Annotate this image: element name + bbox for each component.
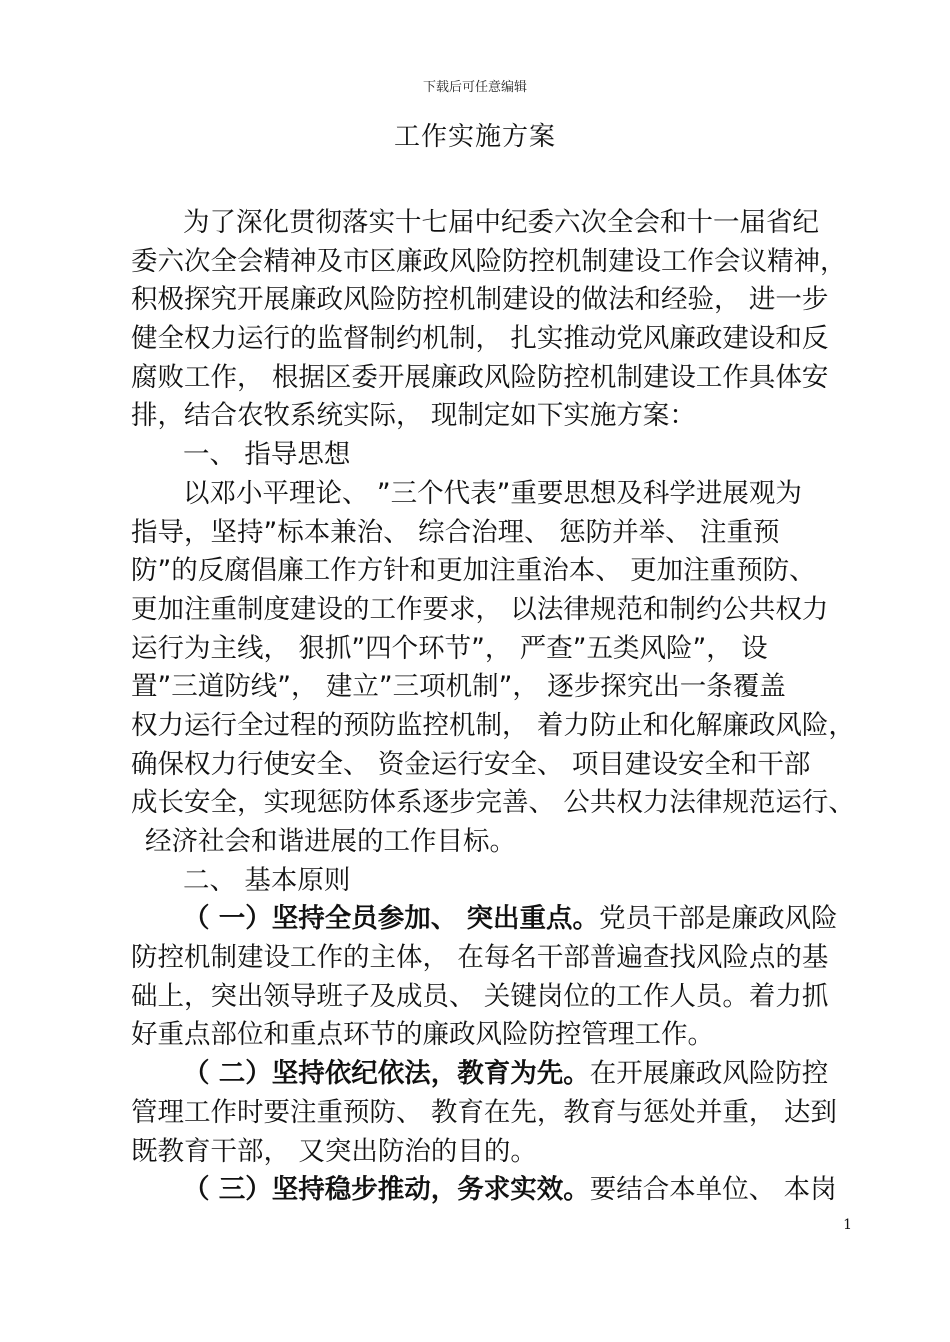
principle-title: （ 三）坚持稳步推动，务求实效。 xyxy=(183,1174,590,1206)
section-heading: 一、 指导思想 xyxy=(183,439,351,471)
paragraph-line: 好重点部位和重点环节的廉政风险防控管理工作。 xyxy=(131,1019,714,1051)
header-note: 下载后可任意编辑 xyxy=(422,80,527,95)
paragraph-line: 运行为主线， 狠抓”四个环节”， 严查”五类风险”， 设 xyxy=(131,632,768,664)
paragraph-line: 指导，坚持”标本兼治、 综合治理、 惩防并举、 注重预 xyxy=(131,516,780,548)
principle-line xyxy=(131,900,851,939)
principle-text: 党员干部是廉政风险 xyxy=(598,903,838,935)
paragraph-line: 更加注重制度建设的工作要求， 以法律规范和制约公共权力 xyxy=(131,593,829,625)
paragraph-line: 经济社会和谐进展的工作目标。 xyxy=(145,826,516,857)
paragraph-line: 成长安全，实现惩防体系逐步完善、 公共权力法律规范运行、 xyxy=(131,787,855,819)
paragraph-line: 积极探究开展廉政风险防控机制建设的做法和经验， 进一步 xyxy=(131,284,829,316)
paragraph-line: 防”的反腐倡廉工作方针和更加注重治本、 更加注重预防、 xyxy=(131,555,816,587)
paragraph-line: 健全权力运行的监督制约机制， 扎实推动党风廉政建设和反 xyxy=(131,323,829,355)
principle-title: （ 二）坚持依纪依法，教育为先。 xyxy=(183,1058,590,1090)
paragraph-line: 权力运行全过程的预防监控机制， 着力防止和化解廉政风险， xyxy=(131,709,855,741)
paragraph-line: 置”三道防线”， 建立”三项机制”， 逐步探究出一条覆盖 xyxy=(131,671,786,703)
paragraph-line: 防控机制建设工作的主体， 在每名干部普遍查找风险点的基 xyxy=(131,942,829,974)
paragraph-line: 排，结合农牧系统实际， 现制定如下实施方案： xyxy=(131,400,696,432)
principle-title: （ 一）坚持全员参加、 突出重点。 xyxy=(183,903,599,935)
principle-line xyxy=(131,1055,851,1094)
paragraph-line: 以邓小平理论、 ”三个代表”重要思想及科学进展观为 xyxy=(183,477,802,509)
paragraph-line: 确保权力行使安全、 资金运行安全、 项目建设安全和干部 xyxy=(131,748,811,780)
page-number: 1 xyxy=(843,1217,852,1233)
principle-line xyxy=(131,1171,851,1210)
principle-text: 在开展廉政风险防控 xyxy=(589,1058,829,1090)
paragraph-line: 腐败工作， 根据区委开展廉政风险防控机制建设工作具体安 xyxy=(131,361,829,393)
paragraph-line: 为了深化贯彻落实十七届中纪委六次全会和十一届省纪 xyxy=(183,207,819,238)
paragraph-line: 管理工作时要注重预防、 教育在先，教育与惩处并重， 达到 xyxy=(131,1096,837,1128)
section-heading: 二、 基本原则 xyxy=(183,864,351,896)
paragraph-line: 础上，突出领导班子及成员、 关键岗位的工作人员。着力抓 xyxy=(131,980,829,1012)
paragraph-line: 委六次全会精神及市区廉政风险防控机制建设工作会议精神， xyxy=(131,245,847,277)
principle-text: 要结合本单位、 本岗 xyxy=(589,1174,837,1206)
paragraph-line: 既教育干部， 又突出防治的目的。 xyxy=(131,1135,537,1167)
document-body xyxy=(131,204,855,1210)
document-title: 工作实施方案 xyxy=(393,122,556,152)
